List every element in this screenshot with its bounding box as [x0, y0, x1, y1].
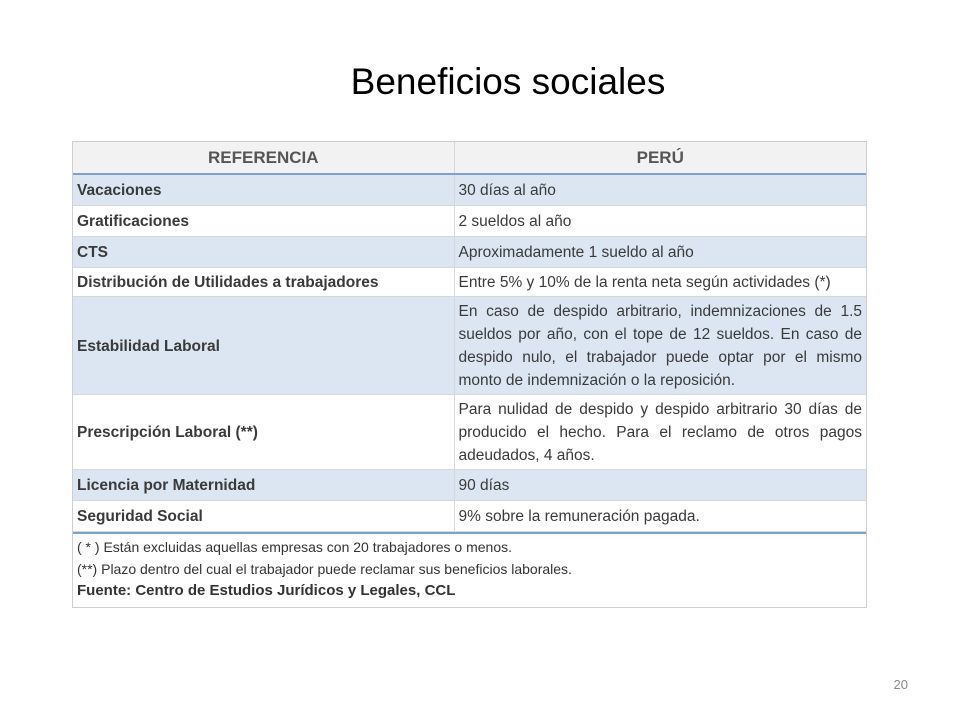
row-label-cts: CTS	[73, 237, 454, 268]
table-footnotes	[73, 532, 866, 607]
table-row	[73, 237, 866, 268]
table-source: Fuente: Centro de Estudios Jurídicos y Legales, CCL	[77, 582, 456, 599]
slide-title: Beneficios sociales	[350, 61, 666, 102]
column-header-peru: PERÚ	[454, 142, 866, 174]
benefits-table-container	[72, 141, 867, 608]
column-header-referencia: REFERENCIA	[73, 142, 454, 174]
row-value-estabilidad-laboral: En caso de despido arbitrario, indemnizaciones de 1.5 sueldos por año, con el tope de 12 sueldos. En caso de despido nulo, el trabajador puede optar por el mismo monto de indemnización o la reposición.	[454, 297, 866, 395]
table-header-row	[73, 142, 866, 174]
row-label-licencia-maternidad: Licencia por Maternidad	[73, 470, 454, 501]
footnote-single-asterisk: ( * ) Están excluidas aquellas empresas con 20 trabajadores o menos.	[77, 539, 513, 555]
row-label-prescripcion-laboral: Prescripción Laboral (**)	[73, 395, 454, 470]
table-row	[73, 206, 866, 237]
page-number: 20	[893, 677, 908, 692]
row-label-estabilidad-laboral: Estabilidad Laboral	[73, 297, 454, 395]
row-label-gratificaciones: Gratificaciones	[73, 206, 454, 237]
row-value-licencia-maternidad: 90 días	[454, 470, 866, 501]
benefits-table	[73, 142, 866, 532]
row-value-seguridad-social: 9% sobre la remuneración pagada.	[454, 501, 866, 532]
row-label-distribucion-utilidades: Distribución de Utilidades a trabajadores	[73, 268, 454, 297]
table-row	[73, 174, 866, 206]
table-row	[73, 268, 866, 297]
footnote-double-asterisk: (**) Plazo dentro del cual el trabajador puede reclamar sus beneficios laborales.	[77, 561, 572, 577]
row-value-vacaciones: 30 días al año	[454, 174, 866, 206]
row-value-distribucion-utilidades: Entre 5% y 10% de la renta neta según actividades (*)	[454, 268, 866, 297]
row-value-prescripcion-laboral: Para nulidad de despido y despido arbitrario 30 días de producido el hecho. Para el reclamo de otros pagos adeudados, 4 años.	[454, 395, 866, 470]
table-row	[73, 470, 866, 501]
table-row	[73, 395, 866, 470]
row-value-cts: Aproximadamente 1 sueldo al año	[454, 237, 866, 268]
row-label-seguridad-social: Seguridad Social	[73, 501, 454, 532]
table-row	[73, 297, 866, 395]
table-row	[73, 501, 866, 532]
row-label-vacaciones: Vacaciones	[73, 174, 454, 206]
row-value-gratificaciones: 2 sueldos al año	[454, 206, 866, 237]
